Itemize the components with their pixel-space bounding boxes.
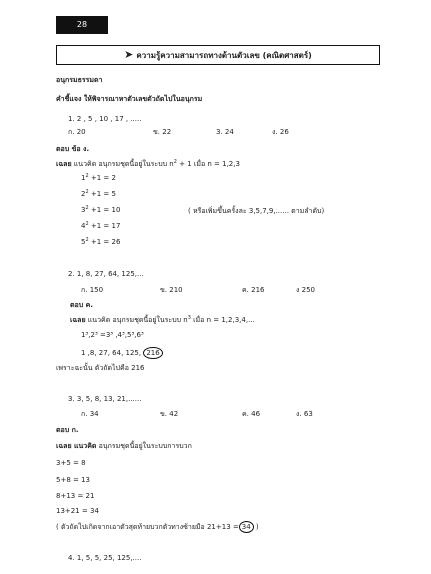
q1-solution-tail: + 1 เมื่อ n = 1,2,3 (176, 160, 240, 168)
q1-choice-b: ข. 22 (153, 128, 172, 136)
q3-step: 8+13 = 21 (56, 492, 95, 500)
q1-step: $2^2 +1 = 5$ (81, 189, 116, 198)
q1-step: $3^2 +1 = 10$ (81, 205, 121, 214)
instruction: คำชี้แจง ให้พิจารณาหาตัวเลขตัวถัดไปในอนุกรม (56, 95, 203, 103)
q2-solution-tail: เมื่อ n = 1,2,3,4,... (190, 316, 255, 324)
section-title: อนุกรมธรรมดา (56, 76, 103, 84)
q1-answer: ตอบ ข้อ ง. (56, 145, 90, 153)
q1-step: $1^2 +1 = 2$ (81, 173, 116, 182)
q2-series: 1 ,8, 27, 64, 125, 216 (81, 347, 163, 359)
q3-step: 3+5 = 8 (56, 459, 86, 467)
q1-note: ( หรือเพิ่มขึ้นครั้งละ 3,5,7,9,...... ตามลำดับ) (188, 207, 325, 215)
q2-choice-d: ง 250 (296, 286, 316, 294)
q2-answer: ตอบ ค. (70, 301, 93, 309)
q3-choice-c: ค. 46 (242, 410, 261, 418)
q2-powers: 1³,2³ =3³ ,4³,5³,6³ (81, 331, 144, 339)
q3-question: 3. 3, 5, 8, 13, 21,...... (68, 395, 142, 403)
q1-choice-d: ง. 26 (272, 128, 289, 136)
q3-choice-a: ก. 34 (81, 410, 99, 418)
q3-choice-b: ข. 42 (160, 410, 179, 418)
q3-choice-d: ง. 63 (296, 410, 313, 418)
q1-step: $4^2 +1 = 17$ (81, 221, 121, 230)
q2-solution-label: เฉลย (70, 316, 86, 324)
q1-step: $5^2 +1 = 26$ (81, 237, 121, 246)
q1-solution-text: แนวคิด อนุกรมชุดนี้อยู่ในระบบ n (73, 160, 174, 168)
q2-question: 2. 1, 8, 27, 64, 125,... (68, 270, 144, 278)
q4-question: 4. 1, 5, 5, 25, 125,.... (68, 554, 142, 562)
q3-answer: ตอบ ก. (56, 426, 79, 434)
q2-solution-text: แนวคิด อนุกรมชุดนี้อยู่ในระบบ n (87, 316, 188, 324)
q2-solution: เฉลย แนวคิด อนุกรมชุดนี้อยู่ในระบบ $n^3$ เมื่อ n = 1,2,3,4,... (70, 315, 255, 324)
q1-solution-label: เฉลย (56, 160, 72, 168)
q2-choice-b: ข. 210 (160, 286, 183, 294)
q1-choice-c: 3. 24 (216, 128, 234, 136)
q2-series-answer: 216 (143, 347, 162, 359)
q3-solution (56, 442, 192, 451)
q2-choice-a: ก. 150 (81, 286, 104, 294)
q2-conclusion: เพราะฉะนั้น ตัวถัดไปคือ 216 (56, 364, 145, 372)
chapter-title: ความรู้ความสามารถทางด้านตัวเลข (คณิตศาสตร์) (136, 51, 312, 60)
q3-step: 5+8 = 13 (56, 476, 90, 484)
q1-question: 1. 2 , 5 , 10 , 17 , ..... (68, 115, 142, 123)
q3-solution-text: อนุกรมชุดนี้อยู่ในระบบการบวก (96, 442, 192, 450)
q2-choice-c: ค. 216 (242, 286, 265, 294)
page-number: 28 (56, 16, 108, 34)
q3-solution-label: เฉลย แนวคิด (56, 442, 97, 450)
q1-solution: เฉลย แนวคิด อนุกรมชุดนี้อยู่ในระบบ $n^2 + 1$ เมื่อ n = 1,2,3 (56, 159, 240, 168)
q1-choice-a: ก. 20 (68, 128, 86, 136)
q3-step: 13+21 = 34 (56, 507, 99, 515)
q3-note-answer: 34 (239, 521, 254, 533)
arrow-right-icon: ➤ (124, 48, 134, 61)
q3-note: ( ตัวถัดไปเกิดจากเอาตัวสุดท้ายบวกตัวทางซ้ายมือ 21+13 = 34 ) (56, 523, 259, 531)
chapter-header (56, 45, 380, 65)
